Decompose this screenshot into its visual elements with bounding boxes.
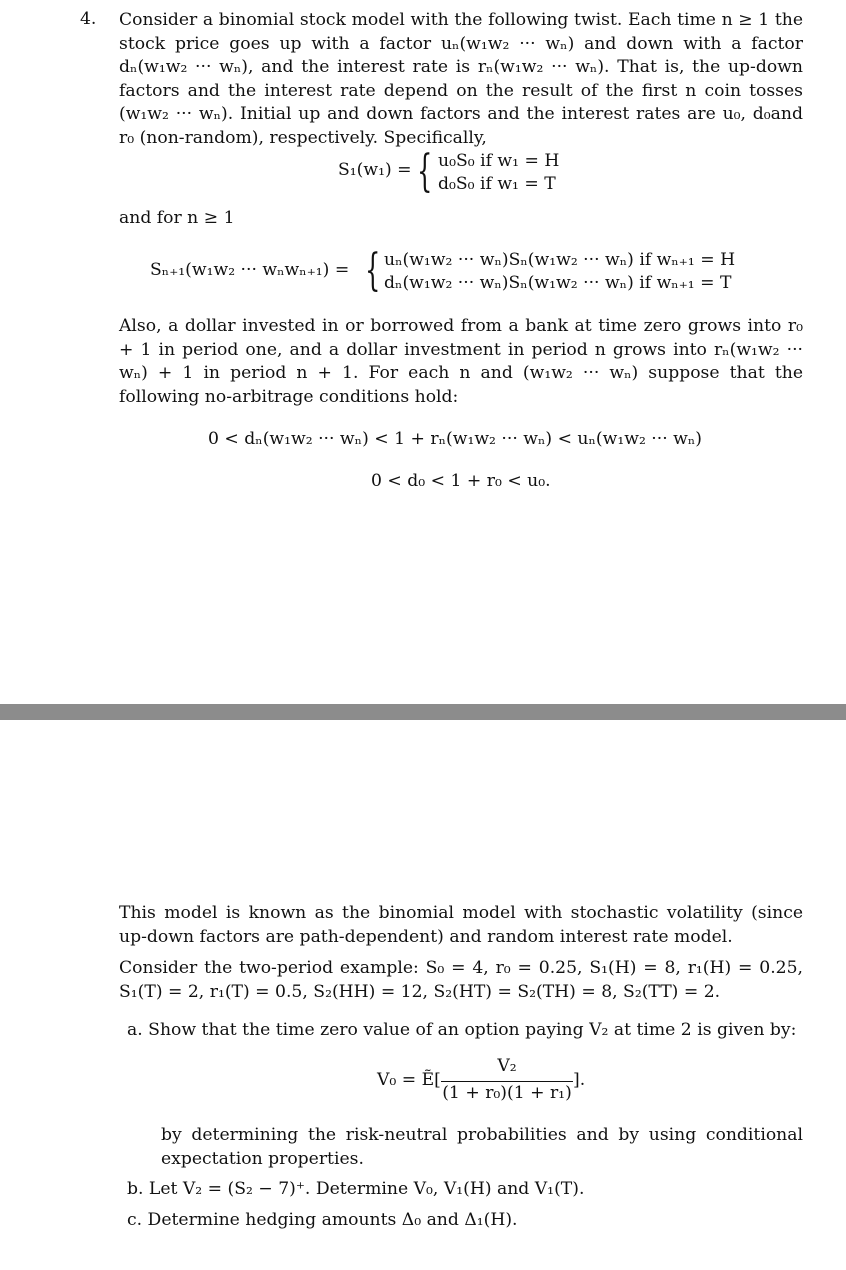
- and-for-text: and for n ≥ 1: [119, 208, 235, 228]
- two-period-example: Consider the two-period example: S₀ = 4, r₀ = 0.25, S₁(H) = 8, r₁(H) = 0.25, S₁(T) = 2, r₁(T) = 0.5, S₂(HH) = 12, S₂(HT) = S₂(TH) = 8, S₂(TT) = 2.: [119, 958, 803, 1002]
- bank-growth-paragraph: Also, a dollar invested in or borrowed from a bank at time zero grows into r₀ + 1 in period one, and a dollar investment in period n grows into rₙ(w₁w₂ ··· wₙ) + 1 in period n + 1. For each n and (w₁w₂ ··· wₙ) suppose that the following no-arbitrage conditions hold:: [119, 316, 803, 407]
- no-arbitrage-condition-n: 0 < dₙ(w₁w₂ ··· wₙ) < 1 + rₙ(w₁w₂ ··· wₙ) < uₙ(w₁w₂ ··· wₙ): [208, 429, 703, 449]
- s1-case-up: u₀S₀ if w₁ = H: [438, 151, 560, 171]
- sn-definition-lhs: Sₙ₊₁(w₁w₂ ··· wₙwₙ₊₁) =: [150, 260, 350, 280]
- sn-case-up: uₙ(w₁w₂ ··· wₙ)Sₙ(w₁w₂ ··· wₙ) if wₙ₊₁ = H: [384, 250, 736, 270]
- s1-case-down: d₀S₀ if w₁ = T: [438, 174, 556, 194]
- problem-page-bottom: [0, 720, 846, 1270]
- v0-numerator: V₂: [497, 1056, 517, 1076]
- sn-brace: {: [365, 245, 381, 296]
- page-separator: [0, 704, 846, 720]
- part-a-question: a. Show that the time zero value of an option paying V₂ at time 2 is given by:: [127, 1020, 797, 1040]
- part-a-method: by determining the risk-neutral probabilities and by using conditional expectation properties.: [161, 1125, 803, 1169]
- v0-fraction-bar: [441, 1081, 573, 1082]
- s1-brace: {: [417, 146, 433, 197]
- v0-formula-lhs: V₀ = Ẽ[: [377, 1070, 441, 1090]
- model-note: This model is known as the binomial model with stochastic volatility (since up-down factors are path-dependent) and random interest rate model.: [119, 903, 803, 947]
- problem-intro: Consider a binomial stock model with the following twist. Each time n ≥ 1 the stock price goes up with a factor uₙ(w₁w₂ ··· wₙ) and down with a factor dₙ(w₁w₂ ··· wₙ), and the interest rate is rₙ(w₁w₂ ··· wₙ). That is, the up-down factors and the interest rate depend on the result of the first n coin tosses (w₁w₂ ··· wₙ). Initial up and down factors and the interest rates are u₀, d₀and r₀ (non-random), respectively. Specifically,: [119, 10, 803, 148]
- v0-denominator: (1 + r₀)(1 + r₁): [442, 1083, 572, 1103]
- problem-number: 4.: [80, 9, 97, 29]
- no-arbitrage-condition-0: 0 < d₀ < 1 + r₀ < u₀.: [371, 471, 551, 491]
- v0-formula-rhs: ].: [573, 1070, 586, 1090]
- part-b-question: b. Let V₂ = (S₂ − 7)⁺. Determine V₀, V₁(H) and V₁(T).: [127, 1179, 585, 1199]
- part-c-question: c. Determine hedging amounts Δ₀ and Δ₁(H).: [127, 1210, 518, 1230]
- sn-case-down: dₙ(w₁w₂ ··· wₙ)Sₙ(w₁w₂ ··· wₙ) if wₙ₊₁ = T: [384, 273, 732, 293]
- s1-definition-lhs: S₁(w₁) =: [338, 160, 412, 180]
